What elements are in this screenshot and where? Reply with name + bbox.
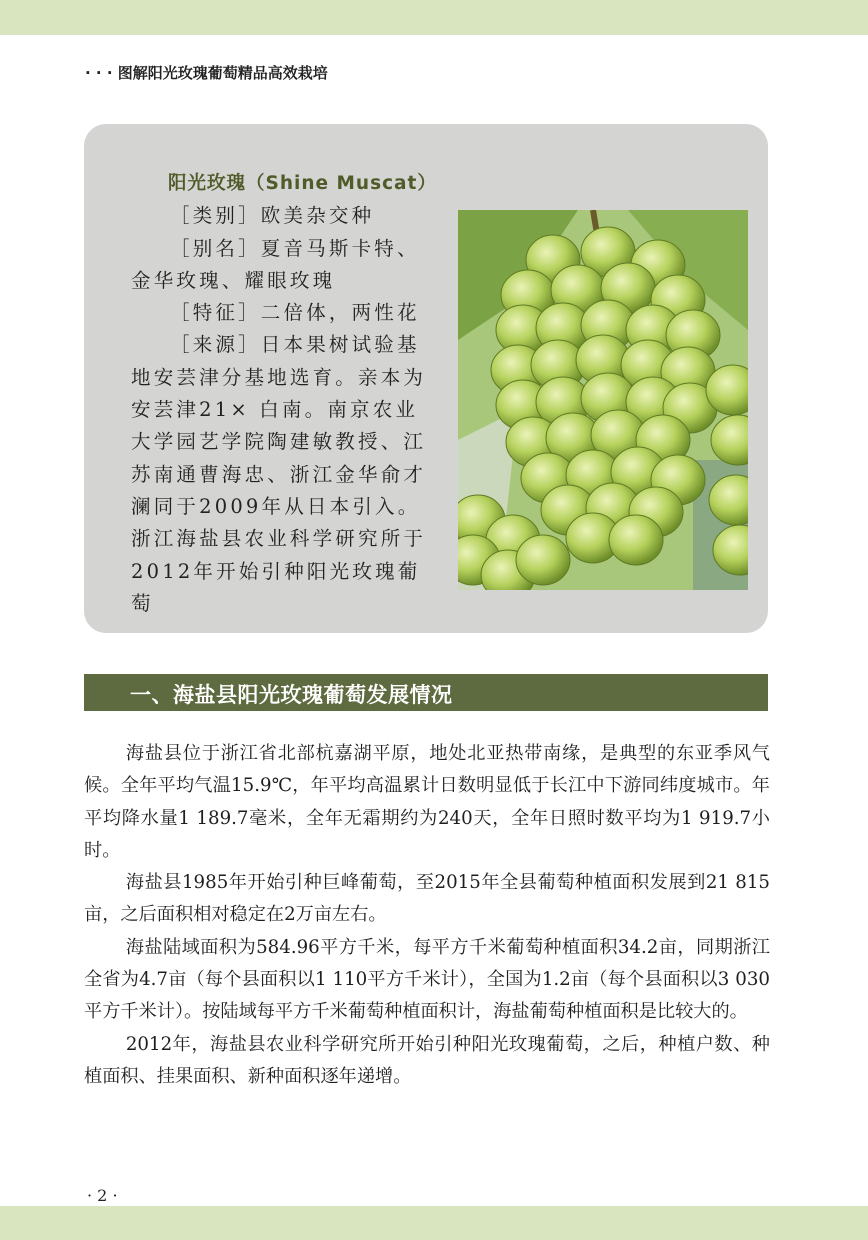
section-title: 一、海盐县阳光玫瑰葡萄发展情况 (130, 682, 453, 707)
top-band (0, 0, 868, 35)
grape-cluster-illustration (458, 210, 748, 590)
paragraph-introduction: 2012年，海盐县农业科学研究所开始引种阳光玫瑰葡萄，之后，种植户数、种植面积、挂果面积、新种面积逐年递增。 (84, 1033, 770, 1087)
paragraph-area: 海盐陆域面积为584.96平方千米，每平方千米葡萄种植面积34.2亩，同期浙江全省为4.7亩（每个县面积以1 110平方千米计），全国为1.2亩（每个县面积以3 030平方千米计）。按陆域每平方千米葡萄种植面积计，海盐葡萄种植面积是比较大的。 (84, 936, 770, 1023)
section-header-bar (84, 674, 768, 711)
body-text (84, 738, 770, 1093)
variety-info-text (131, 168, 436, 620)
paragraph-climate: 海盐县位于浙江省北部杭嘉湖平原，地处北亚热带南缘，是典型的东亚季风气候。全年平均气温15.9℃，年平均高温累计日数明显低于长江中下游同纬度城市。年平均降水量1 189.7毫米，全年无霜期约为240天，全年日照时数平均为1 919.7小时。 (84, 743, 770, 861)
variety-category: ［类别］欧美杂交种 (170, 204, 375, 228)
variety-features: ［特征］二倍体，两性花 (170, 301, 420, 325)
page-number: · 2 · (87, 1186, 118, 1205)
variety-origin: ［来源］日本果树试验基地安芸津分基地选育。亲本为安芸津21× 白南。南京农业大学园艺学院陶建敏教授、江苏南通曹海忠、浙江金华俞才澜同于2009年从日本引入。浙江海盐县农业科学研究所于2012年开始引种阳光玫瑰葡萄 (131, 333, 427, 615)
variety-aliases: ［别名］夏音马斯卡特、金华玫瑰、耀眼玫瑰 (131, 236, 420, 292)
grape-berry (609, 515, 663, 565)
bottom-band (0, 1206, 868, 1240)
running-head: · · · 图解阳光玫瑰葡萄精品高效栽培 (85, 64, 328, 82)
variety-infobox (84, 124, 768, 633)
grape-berry (516, 535, 570, 585)
paragraph-history: 海盐县1985年开始引种巨峰葡萄，至2015年全县葡萄种植面积发展到21 815亩，之后面积相对稳定在2万亩左右。 (84, 872, 770, 926)
variety-title: 阳光玫瑰（Shine Muscat） (168, 173, 437, 194)
grape-cluster-photo (458, 210, 748, 590)
